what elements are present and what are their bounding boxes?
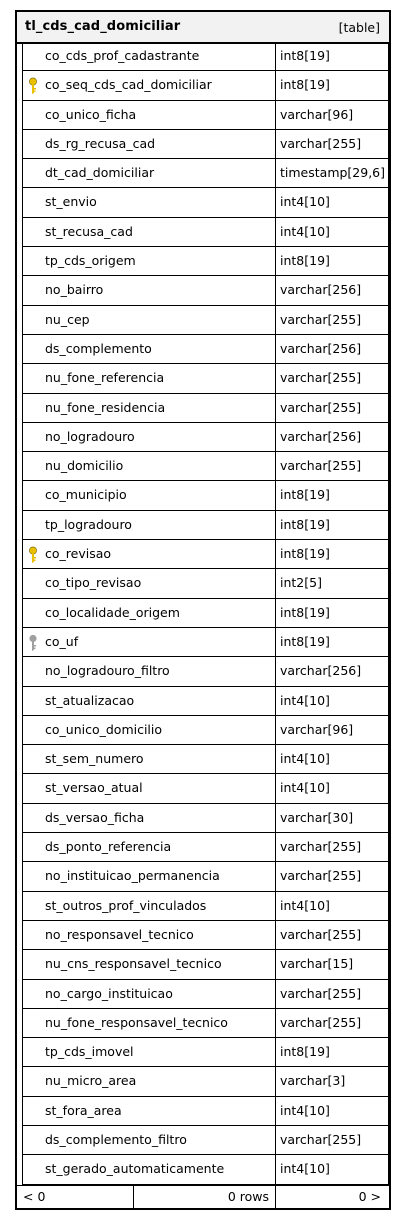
column-type: int4[10] bbox=[280, 751, 330, 767]
column-type: int8[19] bbox=[280, 48, 330, 63]
column-type-cell bbox=[276, 452, 389, 480]
column-name-cell bbox=[22, 1126, 276, 1154]
column-row[interactable] bbox=[22, 101, 389, 130]
column-row[interactable] bbox=[22, 892, 389, 921]
column-list bbox=[17, 42, 389, 1185]
column-name-cell bbox=[22, 628, 276, 656]
column-name: no_cargo_instituicao bbox=[45, 985, 173, 1001]
column-name: st_recusa_cad bbox=[45, 223, 133, 239]
column-row[interactable] bbox=[22, 159, 389, 188]
column-name: nu_cep bbox=[45, 311, 90, 327]
column-row[interactable] bbox=[22, 306, 389, 335]
column-type: int8[19] bbox=[280, 546, 330, 562]
column-type: int4[10] bbox=[280, 780, 330, 796]
column-type: int8[19] bbox=[280, 1044, 330, 1060]
column-type: int8[19] bbox=[280, 487, 330, 503]
column-name-cell bbox=[22, 511, 276, 539]
primary-key-icon bbox=[27, 546, 39, 564]
footer-prev-label: < 0 bbox=[23, 1189, 46, 1204]
column-row[interactable] bbox=[22, 42, 389, 71]
column-row[interactable] bbox=[22, 1067, 389, 1096]
column-type-cell bbox=[276, 657, 389, 685]
column-type-cell bbox=[276, 804, 389, 832]
primary-key-icon bbox=[27, 77, 39, 95]
column-type-cell bbox=[276, 950, 389, 978]
column-name: no_logradouro_filtro bbox=[45, 663, 170, 679]
column-row[interactable] bbox=[22, 980, 389, 1009]
table-header[interactable] bbox=[17, 12, 389, 44]
column-name: co_revisao bbox=[45, 546, 112, 562]
column-type: varchar[255] bbox=[280, 985, 362, 1001]
column-type: varchar[256] bbox=[280, 428, 362, 444]
column-name-cell bbox=[22, 364, 276, 392]
column-type-cell bbox=[276, 247, 389, 275]
table-footer bbox=[17, 1185, 389, 1208]
column-type: varchar[255] bbox=[280, 135, 362, 151]
column-name-cell bbox=[22, 774, 276, 802]
column-type: int4[10] bbox=[280, 194, 330, 210]
column-name: co_tipo_revisao bbox=[45, 575, 142, 591]
column-name: ds_versao_ficha bbox=[45, 809, 145, 825]
column-type: varchar[255] bbox=[280, 926, 362, 942]
column-name: ds_complemento_filtro bbox=[45, 1131, 187, 1147]
column-type-cell bbox=[276, 218, 389, 246]
column-name-cell bbox=[22, 159, 276, 187]
column-type: int4[10] bbox=[280, 1102, 330, 1118]
column-row[interactable] bbox=[22, 276, 389, 305]
column-name-cell bbox=[22, 1009, 276, 1037]
footer-row-count-label: 0 rows bbox=[227, 1189, 269, 1204]
column-name-cell bbox=[22, 423, 276, 451]
column-type: varchar[255] bbox=[280, 839, 362, 855]
column-name-cell bbox=[22, 218, 276, 246]
column-row[interactable] bbox=[22, 657, 389, 686]
column-type: varchar[256] bbox=[280, 340, 362, 356]
column-type: varchar[3] bbox=[280, 1073, 346, 1089]
column-name-cell bbox=[22, 42, 276, 70]
column-type: int8[19] bbox=[280, 516, 330, 532]
column-name-cell bbox=[22, 657, 276, 685]
column-name-cell bbox=[22, 980, 276, 1008]
column-row[interactable] bbox=[22, 1097, 389, 1126]
column-name-cell bbox=[22, 569, 276, 597]
column-name-cell bbox=[22, 335, 276, 363]
column-type-cell bbox=[276, 394, 389, 422]
column-name-cell bbox=[22, 1067, 276, 1095]
column-name-cell bbox=[22, 306, 276, 334]
column-type-cell bbox=[276, 599, 389, 627]
column-name: nu_fone_responsavel_tecnico bbox=[45, 1014, 228, 1030]
column-type-cell bbox=[276, 1097, 389, 1125]
column-name: st_atualizacao bbox=[45, 692, 135, 708]
column-name-cell bbox=[22, 481, 276, 509]
column-type-cell bbox=[276, 188, 389, 216]
column-type-cell bbox=[276, 276, 389, 304]
column-name: tp_cds_imovel bbox=[45, 1044, 134, 1060]
column-type: varchar[255] bbox=[280, 311, 362, 327]
column-name: nu_domicilio bbox=[45, 458, 124, 474]
column-row[interactable] bbox=[22, 394, 389, 423]
column-name: nu_micro_area bbox=[45, 1073, 137, 1089]
column-row[interactable] bbox=[22, 599, 389, 628]
column-name: nu_fone_residencia bbox=[45, 399, 166, 415]
column-type: varchar[255] bbox=[280, 1131, 362, 1147]
column-type-cell bbox=[276, 774, 389, 802]
column-type-cell bbox=[276, 101, 389, 129]
column-name-cell bbox=[22, 599, 276, 627]
column-name: nu_fone_referencia bbox=[45, 370, 165, 386]
column-type: varchar[30] bbox=[280, 809, 354, 825]
column-name-cell bbox=[22, 1038, 276, 1066]
column-row[interactable] bbox=[22, 423, 389, 452]
column-name: st_outros_prof_vinculados bbox=[45, 897, 207, 913]
column-name-cell bbox=[22, 745, 276, 773]
column-type: varchar[255] bbox=[280, 1014, 362, 1030]
column-type-cell bbox=[276, 1009, 389, 1037]
footer-row-count bbox=[134, 1186, 276, 1208]
column-type-cell bbox=[276, 335, 389, 363]
column-name: co_cds_prof_cadastrante bbox=[45, 48, 200, 63]
column-type-cell bbox=[276, 980, 389, 1008]
column-type: int8[19] bbox=[280, 604, 330, 620]
table-title: tl_cds_cad_domiciliar bbox=[25, 19, 181, 34]
column-type-cell bbox=[276, 364, 389, 392]
column-type-cell bbox=[276, 716, 389, 744]
column-name: ds_rg_recusa_cad bbox=[45, 135, 156, 151]
column-type-cell bbox=[276, 423, 389, 451]
column-type-cell bbox=[276, 1038, 389, 1066]
column-type-cell bbox=[276, 833, 389, 861]
column-type: varchar[255] bbox=[280, 868, 362, 884]
column-type: varchar[256] bbox=[280, 663, 362, 679]
column-type-cell bbox=[276, 511, 389, 539]
column-type-cell bbox=[276, 71, 389, 99]
column-type: int4[10] bbox=[280, 897, 330, 913]
column-name: co_unico_ficha bbox=[45, 106, 137, 122]
column-type: varchar[256] bbox=[280, 282, 362, 298]
column-type: varchar[255] bbox=[280, 399, 362, 415]
column-name-cell bbox=[22, 1097, 276, 1125]
column-type-cell bbox=[276, 159, 389, 187]
column-row[interactable] bbox=[22, 921, 389, 950]
column-type: varchar[255] bbox=[280, 458, 362, 474]
column-row[interactable] bbox=[22, 862, 389, 891]
column-name: st_versao_atual bbox=[45, 780, 143, 796]
column-type-cell bbox=[276, 481, 389, 509]
column-type-cell bbox=[276, 540, 389, 568]
column-name-cell bbox=[22, 687, 276, 715]
column-type-cell bbox=[276, 569, 389, 597]
column-row[interactable] bbox=[22, 1038, 389, 1067]
column-name-cell bbox=[22, 804, 276, 832]
column-row[interactable] bbox=[22, 950, 389, 979]
column-name: co_localidade_origem bbox=[45, 604, 180, 620]
column-row[interactable] bbox=[22, 452, 389, 481]
column-type: varchar[255] bbox=[280, 370, 362, 386]
column-row[interactable] bbox=[22, 335, 389, 364]
table-kind-label: [table] bbox=[338, 20, 380, 35]
column-type-cell bbox=[276, 745, 389, 773]
column-name-cell bbox=[22, 130, 276, 158]
column-row[interactable] bbox=[22, 833, 389, 862]
column-row[interactable] bbox=[22, 247, 389, 276]
column-name: tp_cds_origem bbox=[45, 253, 136, 269]
column-type-cell bbox=[276, 306, 389, 334]
column-row[interactable] bbox=[22, 481, 389, 510]
column-name-cell bbox=[22, 716, 276, 744]
column-name-cell bbox=[22, 892, 276, 920]
column-type-cell bbox=[276, 892, 389, 920]
column-name: no_bairro bbox=[45, 282, 104, 298]
column-name: nu_cns_responsavel_tecnico bbox=[45, 956, 222, 972]
column-type: varchar[15] bbox=[280, 956, 354, 972]
column-name-cell bbox=[22, 452, 276, 480]
column-row[interactable] bbox=[22, 188, 389, 217]
column-name-cell bbox=[22, 188, 276, 216]
column-name-cell bbox=[22, 833, 276, 861]
column-type: varchar[96] bbox=[280, 106, 354, 122]
column-name-cell bbox=[22, 921, 276, 949]
column-name: co_uf bbox=[45, 633, 79, 649]
column-row[interactable] bbox=[22, 745, 389, 774]
column-name-cell bbox=[22, 394, 276, 422]
column-row[interactable] bbox=[22, 1126, 389, 1155]
column-name: st_sem_numero bbox=[45, 751, 144, 767]
column-name: co_unico_domicilio bbox=[45, 721, 163, 737]
column-type: int4[10] bbox=[280, 692, 330, 708]
column-name: tp_logradouro bbox=[45, 516, 132, 532]
column-name: co_municipio bbox=[45, 487, 127, 503]
column-name-cell bbox=[22, 276, 276, 304]
column-row[interactable] bbox=[22, 130, 389, 159]
column-row[interactable] bbox=[22, 71, 389, 100]
column-row[interactable] bbox=[22, 569, 389, 598]
column-name: no_instituicao_permanencia bbox=[45, 868, 220, 884]
column-name-cell bbox=[22, 862, 276, 890]
column-name-cell bbox=[22, 247, 276, 275]
column-type: varchar[96] bbox=[280, 721, 354, 737]
column-row[interactable] bbox=[22, 540, 389, 569]
footer-next[interactable] bbox=[276, 1186, 389, 1208]
table-entity[interactable] bbox=[15, 10, 391, 1210]
column-name-cell bbox=[22, 950, 276, 978]
footer-prev[interactable] bbox=[17, 1186, 134, 1208]
column-name-cell bbox=[22, 1155, 276, 1183]
column-row[interactable] bbox=[22, 804, 389, 833]
column-name: dt_cad_domiciliar bbox=[45, 165, 155, 181]
column-name: no_logradouro bbox=[45, 428, 135, 444]
column-type-cell bbox=[276, 130, 389, 158]
column-row[interactable] bbox=[22, 628, 389, 657]
column-type-cell bbox=[276, 1155, 389, 1183]
column-type: timestamp[29,6] bbox=[280, 165, 386, 181]
column-type: int8[19] bbox=[280, 77, 330, 93]
footer-next-label: 0 > bbox=[358, 1189, 381, 1204]
column-name: no_responsavel_tecnico bbox=[45, 926, 194, 942]
column-type-cell bbox=[276, 1126, 389, 1154]
column-row[interactable] bbox=[22, 687, 389, 716]
column-type: int8[19] bbox=[280, 253, 330, 269]
column-name-cell bbox=[22, 540, 276, 568]
column-type: int4[10] bbox=[280, 223, 330, 239]
column-type-cell bbox=[276, 687, 389, 715]
column-name: st_fora_area bbox=[45, 1102, 122, 1118]
column-row[interactable] bbox=[22, 774, 389, 803]
column-type-cell bbox=[276, 628, 389, 656]
column-row[interactable] bbox=[22, 364, 389, 393]
column-row[interactable] bbox=[22, 1155, 389, 1184]
column-type: int4[10] bbox=[280, 1161, 330, 1177]
foreign-key-icon bbox=[27, 634, 39, 652]
column-type-cell bbox=[276, 921, 389, 949]
column-name-cell bbox=[22, 71, 276, 99]
column-name: st_gerado_automaticamente bbox=[45, 1161, 225, 1177]
column-row[interactable] bbox=[22, 716, 389, 745]
column-type: int2[5] bbox=[280, 575, 322, 591]
column-name: st_envio bbox=[45, 194, 97, 210]
column-row[interactable] bbox=[22, 511, 389, 540]
column-type: int8[19] bbox=[280, 633, 330, 649]
column-type-cell bbox=[276, 42, 389, 70]
column-row[interactable] bbox=[22, 1009, 389, 1038]
column-name: ds_ponto_referencia bbox=[45, 839, 172, 855]
column-type-cell bbox=[276, 1067, 389, 1095]
column-name-cell bbox=[22, 101, 276, 129]
column-name: co_seq_cds_cad_domiciliar bbox=[45, 77, 212, 93]
column-type-cell bbox=[276, 862, 389, 890]
column-name: ds_complemento bbox=[45, 340, 152, 356]
column-row[interactable] bbox=[22, 218, 389, 247]
